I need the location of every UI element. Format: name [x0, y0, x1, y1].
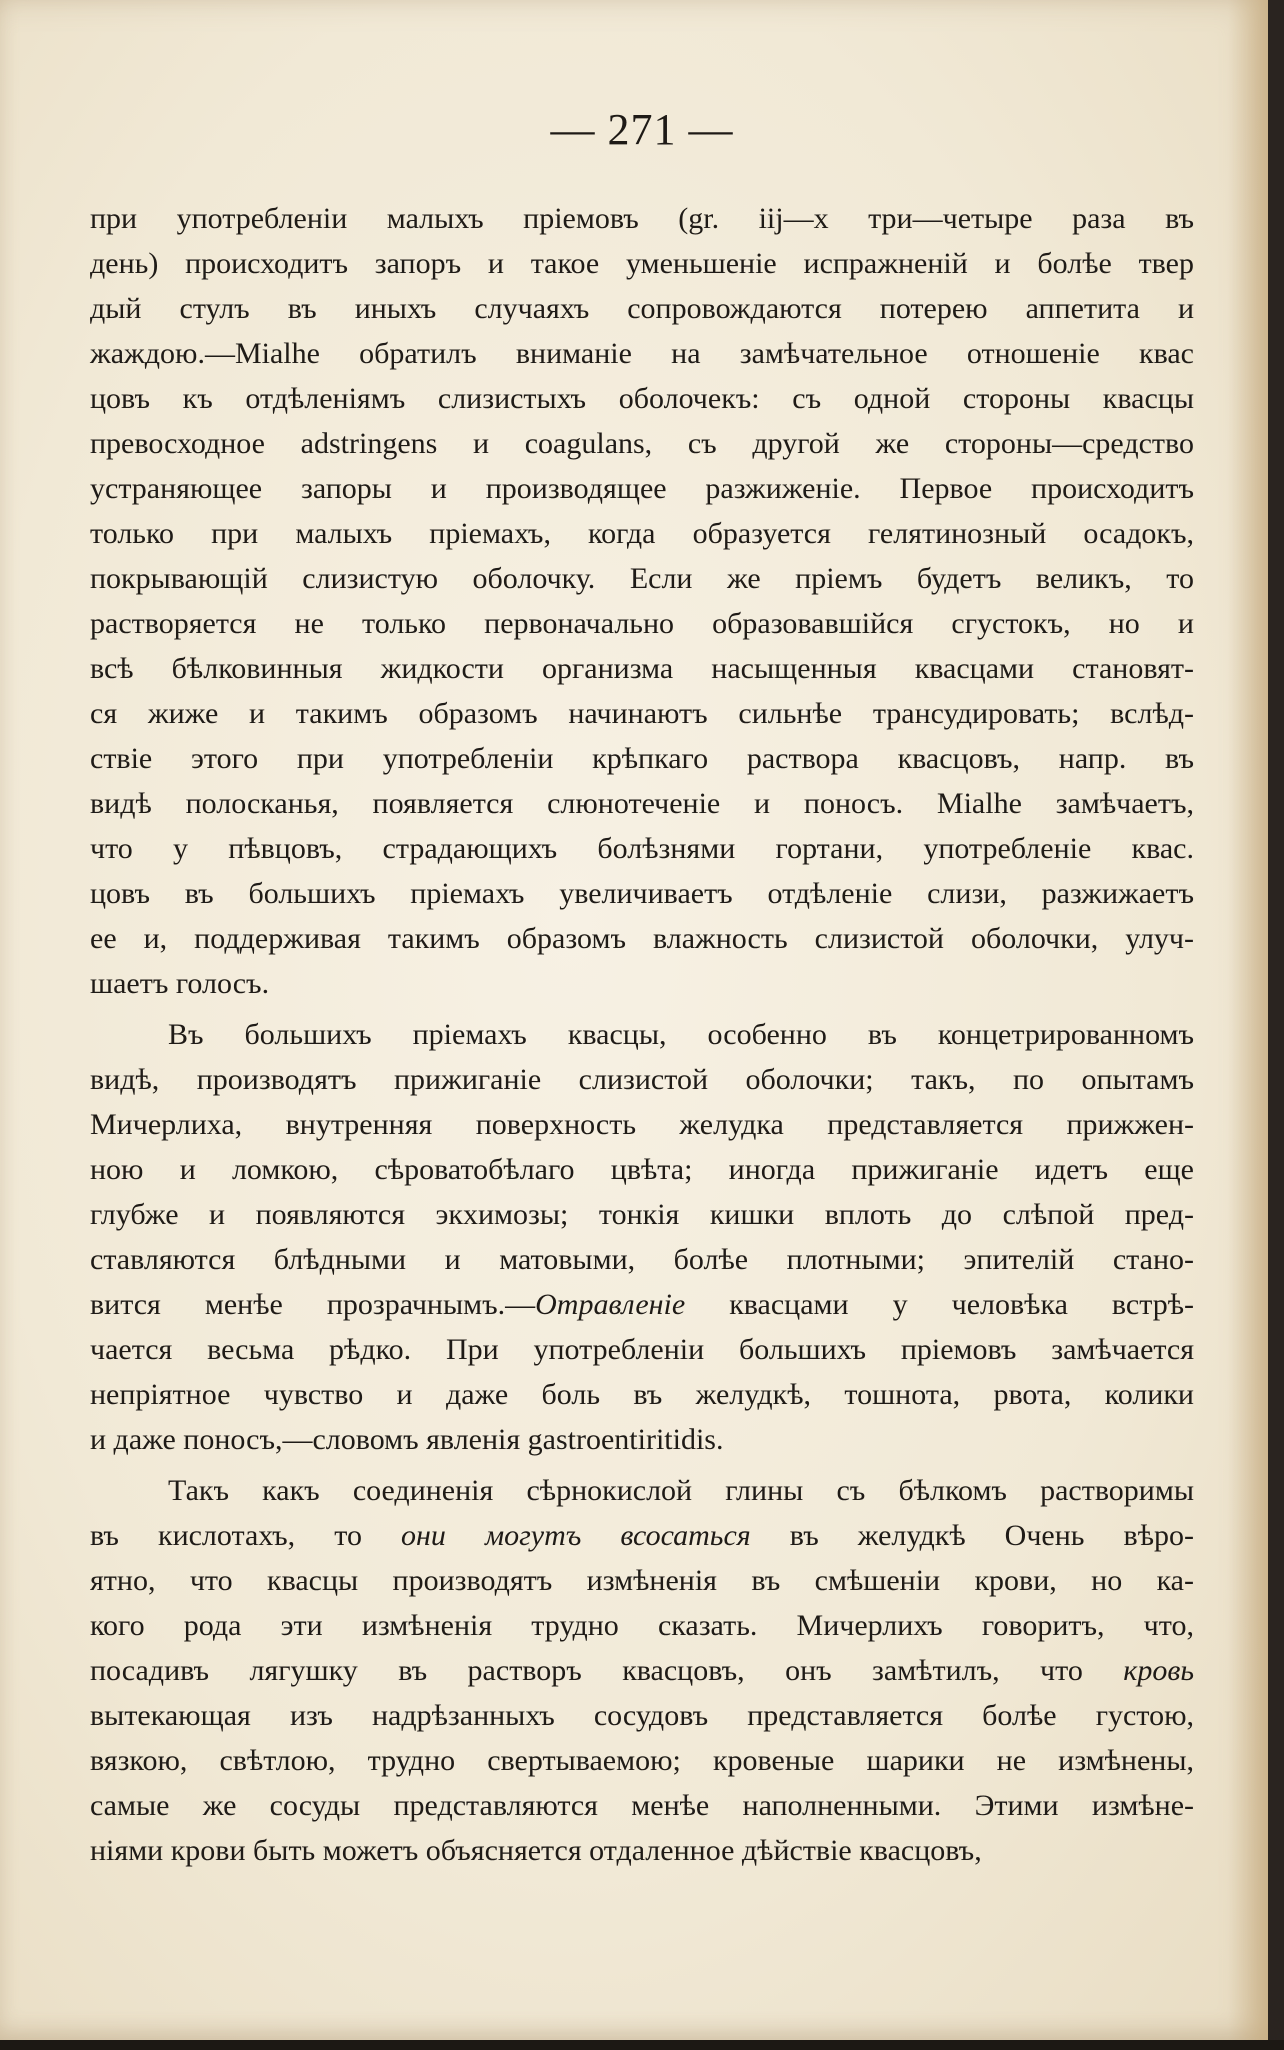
text-line: вится менѣе прозрачнымъ.—Отравленіе квасцами у человѣка встрѣ- — [90, 1288, 1194, 1321]
page-edge-stain — [1228, 0, 1268, 2042]
text-line: кого рода эти измѣненія трудно сказать. Мичерлихъ говоритъ, что, — [90, 1609, 1194, 1642]
text-line: глубже и появляются экхимозы; тонкія кишки вплоть до слѣпой пред- — [90, 1198, 1194, 1231]
paragraph — [90, 1468, 1194, 1873]
text-line: Такъ какъ соединенія сѣрнокислой глины съ бѣлкомъ растворимы — [168, 1474, 1194, 1507]
text-line: и даже поносъ,—словомъ явленія gastroentiritidis. — [90, 1423, 724, 1456]
text-line: что у пѣвцовъ, страдающихъ болѣзнями гортани, употребленіе квас. — [90, 832, 1194, 865]
emphasis: кровь — [1123, 1654, 1194, 1687]
text-line: всѣ бѣлковинныя жидкости организма насыщенныя квасцами становят- — [90, 652, 1194, 685]
text-line: ною и ломкою, сѣроватобѣлаго цвѣта; иногда прижиганіе идетъ еще — [90, 1153, 1194, 1186]
text-line: ятно, что квасцы производятъ измѣненія въ смѣшеніи крови, но ка- — [90, 1564, 1194, 1597]
text-line: вязкою, свѣтлою, трудно свертываемою; кровеные шарики не измѣнены, — [90, 1744, 1194, 1777]
text-line: цовъ въ большихъ пріемахъ увеличиваетъ отдѣленіе слизи, разжижаетъ — [90, 877, 1194, 910]
text-line: посадивъ лягушку въ растворъ квасцовъ, онъ замѣтилъ, что кровь — [90, 1654, 1194, 1687]
text-line: видѣ, производятъ прижиганіе слизистой оболочки; такъ, по опытамъ — [90, 1063, 1194, 1096]
text-line: ніями крови быть можетъ объясняется отдаленное дѣйствіе квасцовъ, — [90, 1834, 982, 1867]
text-line: непріятное чувство и даже боль въ желудкѣ, тошнота, рвота, колики — [90, 1378, 1194, 1411]
paragraph — [90, 196, 1194, 1006]
text-line: ствіе этого при употребленіи крѣпкаго раствора квасцовъ, напр. въ — [90, 742, 1194, 775]
paragraph — [90, 1012, 1194, 1462]
text-line: ее и, поддерживая такимъ образомъ влажность слизистой оболочки, улуч- — [90, 922, 1194, 955]
text-line: растворяется не только первоначально образовавшійся сгустокъ, но и — [90, 607, 1194, 640]
page-number: — 271 — — [550, 105, 734, 154]
text-line: цовъ къ отдѣленіямъ слизистыхъ оболочекъ: съ одной стороны квасцы — [90, 382, 1194, 415]
text-line: Въ большихъ пріемахъ квасцы, особенно въ концетрированномъ — [168, 1018, 1194, 1051]
text-line: ся жиже и такимъ образомъ начинаютъ сильнѣе трансудировать; вслѣд- — [90, 697, 1194, 730]
text-line: день) происходитъ запоръ и такое уменьшеніе испражненій и болѣе твер — [90, 247, 1194, 280]
body-text — [90, 196, 1194, 1873]
emphasis: Отравленіе — [535, 1288, 686, 1321]
text-line: чается весьма рѣдко. При употребленіи большихъ пріемовъ замѣчается — [90, 1333, 1194, 1366]
emphasis: они могутъ всосаться — [401, 1519, 751, 1552]
text-line: самые же сосуды представляются менѣе наполненными. Этими измѣне- — [90, 1789, 1194, 1822]
text-line: жаждою.—Mialhe обратилъ вниманіе на замѣчательное отношеніе квас — [90, 337, 1194, 370]
text-line: превосходное adstringens и coagulans, съ другой же стороны—средство — [90, 427, 1194, 460]
text-line: шаетъ голосъ. — [90, 967, 270, 1000]
text-line: вытекающая изъ надрѣзанныхъ сосудовъ представляется болѣе густою, — [90, 1699, 1194, 1732]
text-line: устраняющее запоры и производящее разжиженіе. Первое происходитъ — [90, 472, 1194, 505]
text-line: видѣ полосканья, появляется слюнотеченіе и поносъ. Mialhe замѣчаетъ, — [90, 787, 1194, 820]
scan-border — [0, 2040, 1284, 2050]
text-line: въ кислотахъ, то они могутъ всосаться въ желудкѣ Очень вѣро- — [90, 1519, 1194, 1552]
text-line: ставляются блѣдными и матовыми, болѣе плотными; эпителій стано- — [90, 1243, 1194, 1276]
text-line: Мичерлиха, внутренняя поверхность желудка представляется прижжен- — [90, 1108, 1194, 1141]
text-line: только при малыхъ пріемахъ, когда образуется гелятинозный осадокъ, — [90, 517, 1194, 550]
text-line: покрывающій слизистую оболочку. Если же пріемъ будетъ великъ, то — [90, 562, 1194, 595]
text-line: дый стулъ въ иныхъ случаяхъ сопровождаются потерею аппетита и — [90, 292, 1194, 325]
text-line: при употребленіи малыхъ пріемовъ (gr. iij—x три—четыре раза въ — [90, 202, 1194, 235]
